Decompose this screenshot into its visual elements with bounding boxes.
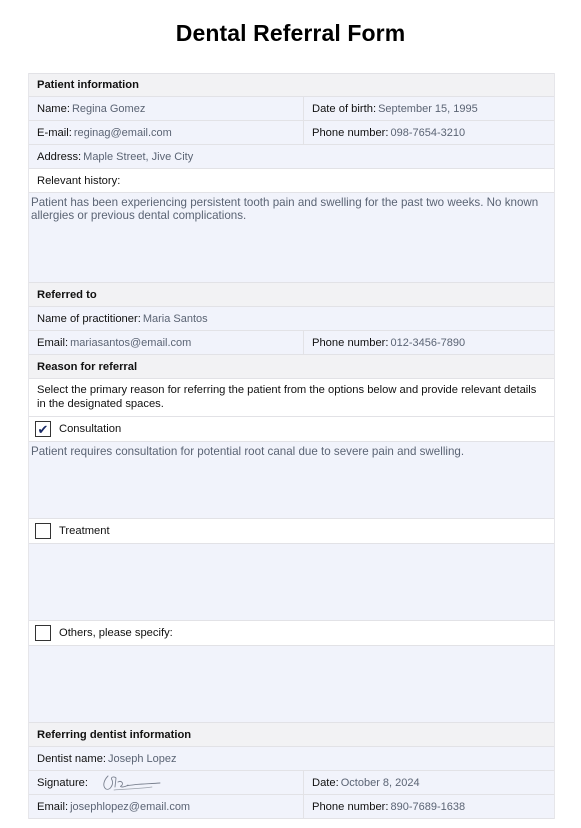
patient-address-value: Maple Street, Jive City [83,150,194,163]
patient-history-label: Relevant history: [37,174,121,187]
others-label: Others, please specify: [59,627,173,639]
referral-form [28,73,555,819]
signature-image [94,772,174,794]
practitioner-email-value: mariasantos@email.com [70,336,192,349]
dentist-signature-field[interactable] [29,771,304,794]
patient-history-label-row [29,169,554,193]
patient-email-label: E-mail: [37,126,72,139]
option-treatment-row [29,519,554,544]
patient-phone-value: 098-7654-3210 [390,126,466,139]
patient-dob-label: Date of birth: [312,102,377,115]
patient-phone-label: Phone number: [312,126,389,139]
patient-name-field[interactable] [29,97,304,120]
patient-dob-value: September 15, 1995 [378,102,478,115]
patient-dob-field[interactable] [304,97,554,120]
treatment-label: Treatment [59,525,110,537]
dentist-signature-label: Signature: [37,776,88,789]
option-others-row [29,621,554,646]
consultation-details-textarea[interactable]: Patient requires consultation for potential root canal due to severe pain and swelling. [29,442,554,519]
dentist-phone-label: Phone number: [312,800,389,813]
dentist-signature-date-row [29,771,554,795]
consultation-checkbox[interactable]: ✔ [35,421,51,437]
option-consultation-row [29,417,554,442]
others-details-textarea[interactable] [29,646,554,723]
dentist-name-label: Dentist name: [37,752,107,765]
dentist-name-row [29,747,554,771]
practitioner-email-label: Email: [37,336,69,349]
dentist-email-field[interactable] [29,795,304,818]
patient-address-field[interactable] [29,145,554,168]
practitioner-phone-value: 012-3456-7890 [390,336,466,349]
reason-instruction-row [29,379,554,417]
form-title: Dental Referral Form [175,20,406,46]
reason-instruction-text: Select the primary reason for referring the patient from the options below and provide relevant details in the designated spaces. [37,383,537,410]
practitioner-phone-label: Phone number: [312,336,389,349]
patient-phone-field[interactable] [304,121,554,144]
treatment-details-textarea[interactable] [29,544,554,621]
dentist-name-field[interactable] [29,747,554,770]
patient-name-dob-row [29,97,554,121]
referred-section-header: Referred to [29,283,554,307]
practitioner-name-field[interactable] [29,307,554,330]
patient-address-label: Address: [37,150,82,163]
consultation-label: Consultation [59,423,122,435]
dentist-phone-value: 890-7689-1638 [390,800,466,813]
patient-name-value: Regina Gomez [71,102,146,115]
patient-address-row [29,145,554,169]
dentist-email-phone-row [29,795,554,819]
patient-email-phone-row [29,121,554,145]
patient-history-textarea[interactable]: Patient has been experiencing persistent tooth pain and swelling for the past two weeks. No known allergies or previous dental complications. [29,193,554,283]
dentist-email-value: josephlopez@email.com [70,800,191,813]
patient-email-field[interactable] [29,121,304,144]
practitioner-email-field[interactable] [29,331,304,354]
practitioner-phone-field[interactable] [304,331,554,354]
patient-email-value: reginag@email.com [73,126,172,139]
dentist-phone-field[interactable] [304,795,554,818]
patient-section-header: Patient information [29,73,554,97]
treatment-checkbox[interactable] [35,523,51,539]
dentist-date-label: Date: [312,776,339,789]
practitioner-name-value: Maria Santos [142,312,208,325]
dentist-section-header: Referring dentist information [29,723,554,747]
dentist-date-value: October 8, 2024 [340,776,420,789]
practitioner-row [29,307,554,331]
practitioner-email-phone-row [29,331,554,355]
dentist-email-label: Email: [37,800,69,813]
practitioner-name-label: Name of practitioner: [37,312,141,325]
reason-section-header: Reason for referral [29,355,554,379]
patient-name-label: Name: [37,102,70,115]
others-checkbox[interactable] [35,625,51,641]
dentist-name-value: Joseph Lopez [108,752,177,765]
dentist-date-field[interactable] [304,771,554,794]
